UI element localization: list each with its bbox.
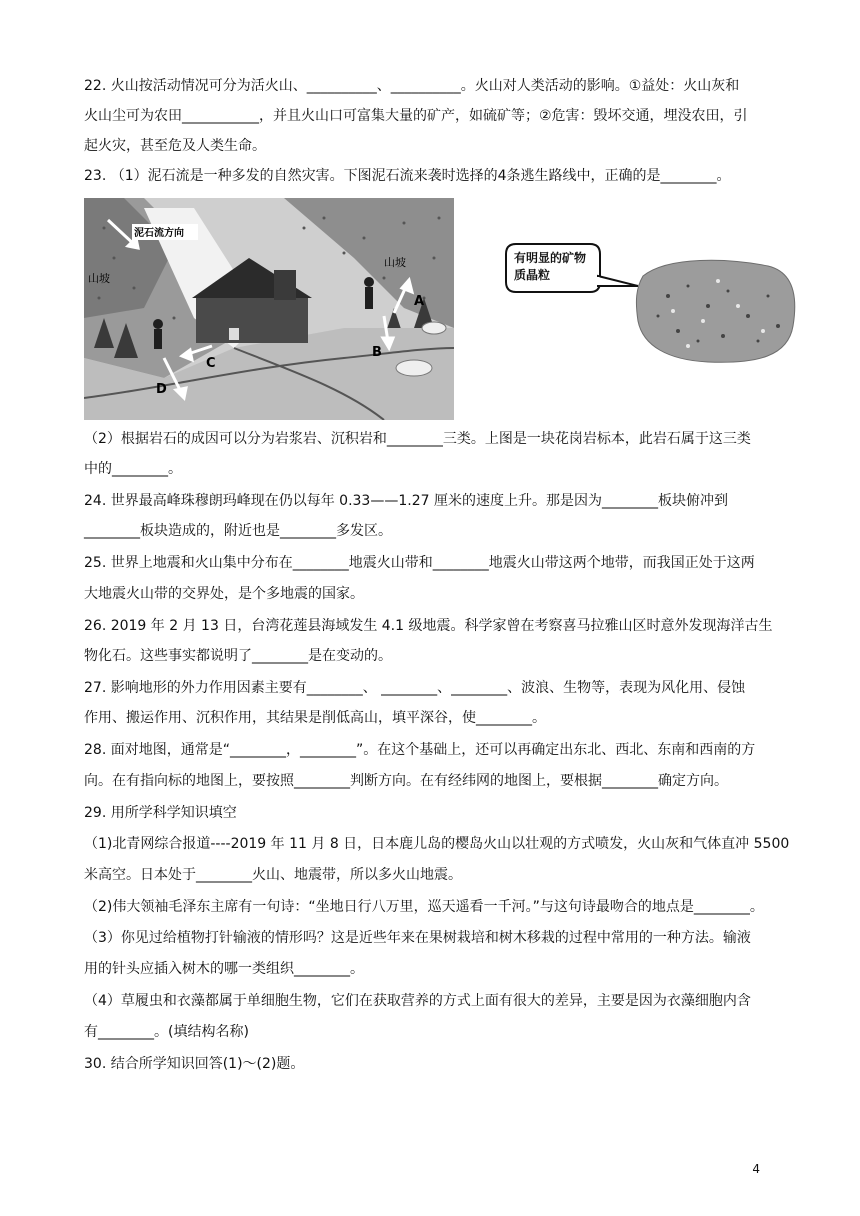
slope-right-label: 山坡	[384, 256, 406, 269]
q29-title: 29. 用所学科学知识填空	[84, 805, 237, 821]
q22-line1: 22. 火山按活动情况可分为活火山、__________、__________。火山对人类活动的影响。①益处：火山灰和	[84, 78, 740, 94]
q25-line2: 大地震火山带的交界处，是个多地震的国家。	[84, 586, 364, 602]
mudslide-direction-label: 泥石流方向	[134, 228, 184, 239]
page-number: 4	[752, 1162, 760, 1176]
q23-line1: 23. （1）泥石流是一种多发的自然灾害。下图泥石流来袭时选择的4条逃生路线中，正确的是________。	[84, 168, 731, 184]
q29-p3-line1: （3）你见过给植物打针输液的情形吗？这是近些年来在果树栽培和树木移栽的过程中常用的一种方法。输液	[84, 930, 751, 946]
q22-line3: 起火灾，甚至危及人类生命。	[84, 138, 266, 154]
q29-p4-line1: （4）草履虫和衣藻都属于单细胞生物，它们在获取营养的方式上面有很大的差异，主要是因为衣藻细胞内含	[84, 993, 751, 1009]
q29-p3-line2: 用的针头应插入树木的哪一类组织________。	[84, 961, 364, 977]
q26-line2: 物化石。这些事实都说明了________是在变动的。	[84, 648, 392, 664]
q29-p2-line1: （2)伟大领袖毛泽东主席有一句诗：“坐地日行八万里，巡天遥看一千河。”与这句诗最吻合的地点是________。	[84, 899, 764, 915]
q25-line1: 25. 世界上地震和火山集中分布在________地震火山带和________地震火山带这两个地带，而我国正处于这两	[84, 555, 755, 571]
q28-line1: 28. 面对地图，通常是“________，________”。在这个基础上，还可以再确定出东北、西北、东南和西南的方	[84, 742, 756, 758]
q30-line1: 30. 结合所学知识回答(1)～(2)题。	[84, 1056, 305, 1072]
q23-part2-line1: （2）根据岩石的成因可以分为岩浆岩、沉积岩和________三类。上图是一块花岗岩标本，此岩石属于这三类	[84, 431, 751, 447]
mudslide-figure	[84, 198, 454, 420]
q27-line2: 作用、搬运作用、沉积作用，其结果是削低高山，填平深谷，使________。	[84, 710, 546, 726]
slope-left-label: 山坡	[88, 272, 110, 285]
q27-line1: 27. 影响地形的外力作用因素主要有________、 ________、________、波浪、生物等，表现为风化用、侵蚀	[84, 680, 746, 696]
q29-p1-line1: （1)北青网综合报道----2019 年 11 月 8 日，日本鹿儿岛的樱岛火山以壮观的方式喷发，火山灰和气体直冲 5500	[84, 836, 790, 852]
q22-line2: 火山尘可为农田___________，并且火山口可富集大量的矿产，如硫矿等；②危害：毁坏交通，埋没农田，引	[84, 108, 748, 124]
route-a-label: A	[414, 294, 425, 309]
q23-part2-line2: 中的________。	[84, 461, 182, 477]
q24-line1: 24. 世界最高峰珠穆朗玛峰现在仍以每年 0.33——1.27 厘米的速度上升。那是因为________板块俯冲到	[84, 493, 728, 509]
q29-p1-line2: 米高空。日本处于________火山、地震带，所以多火山地震。	[84, 867, 462, 883]
route-c-label: C	[206, 356, 216, 371]
granite-figure	[498, 236, 798, 386]
route-b-label: B	[372, 345, 382, 360]
granite-callout-text: 有明显的矿物质晶粒	[514, 251, 587, 282]
q24-line2: ________板块造成的，附近也是________多发区。	[84, 523, 392, 539]
q28-line2: 向。在有指向标的地图上，要按照________判断方向。在有经纬网的地图上，要根据________确定方向。	[84, 773, 728, 789]
q29-p4-line2: 有________。(填结构名称)	[84, 1024, 249, 1040]
q26-line1: 26. 2019 年 2 月 13 日，台湾花莲县海域发生 4.1 级地震。科学家曾在考察喜马拉雅山区时意外发现海洋古生	[84, 618, 773, 634]
route-d-label: D	[156, 382, 167, 397]
